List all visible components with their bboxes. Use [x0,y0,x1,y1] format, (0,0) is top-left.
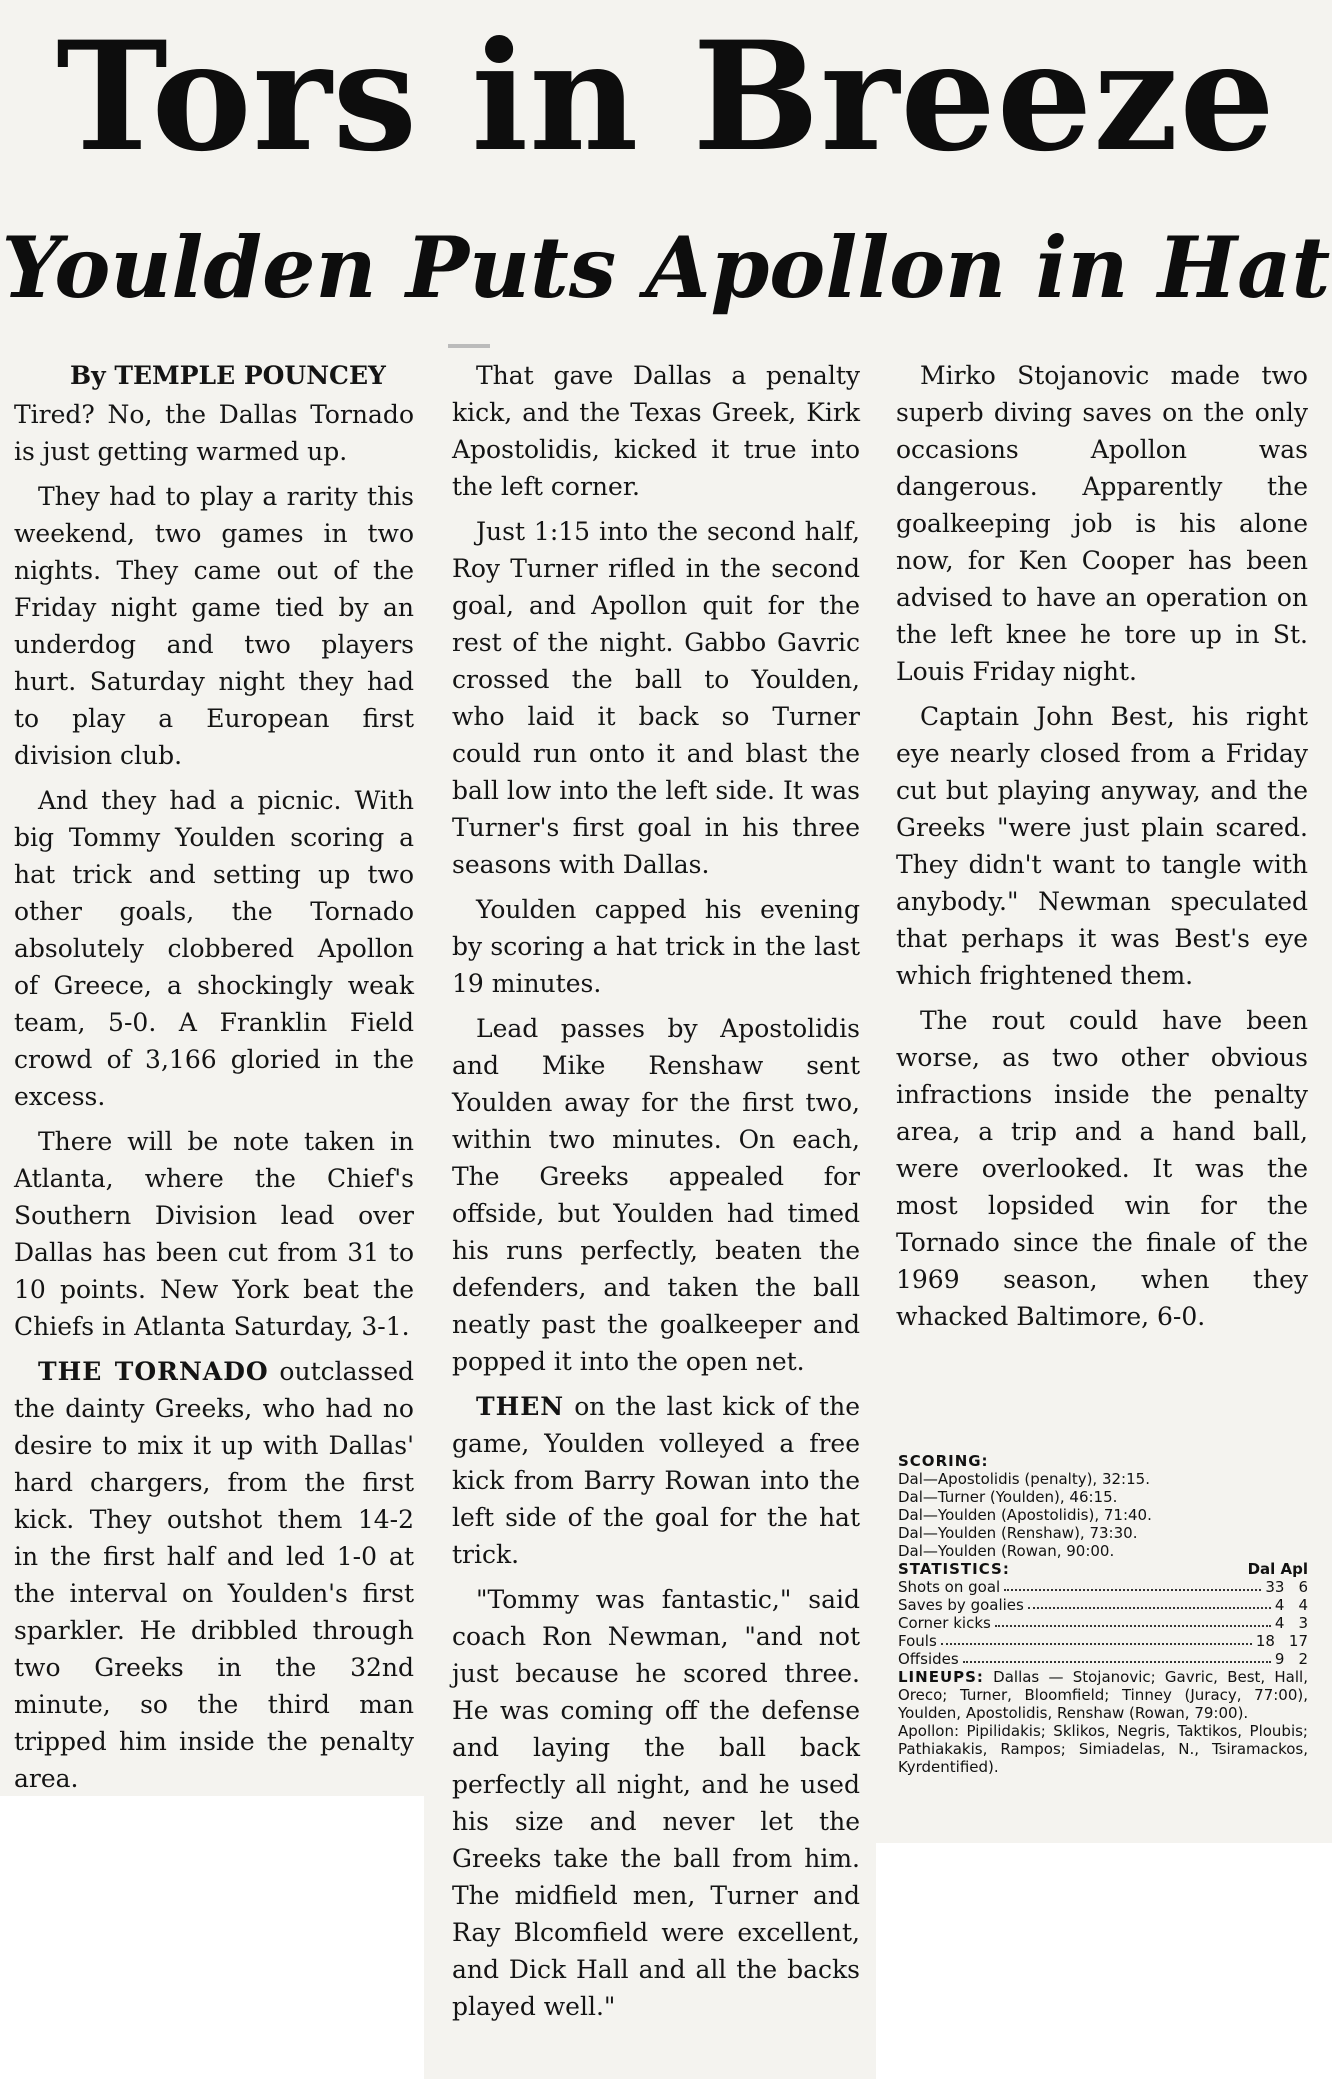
column-divider [448,344,490,348]
paragraph: And they had a picnic. With big Tommy Youlden scoring a hat trick and setting up two other goals, the Tornado absolutely clobbered Apollon of Greece, a shockingly weak team, 5-0. A Franklin Field crowd of 3,166 gloried in the excess. [14,786,414,1111]
paragraph: Just 1:15 into the second half, Roy Turner rifled in the second goal, and Apollon quit for the rest of the night. Gabbo Gavric crossed the ball to Youlden, who laid it back so Turner could run onto it and blast the ball low into the left side. It was Turner's first goal in his three seasons with Dallas. [452,517,860,879]
paragraph: Youlden capped his evening by scoring a hat trick in the last 19 minutes. [452,895,860,998]
stat-name: Fouls [898,1632,937,1650]
stat-apl: 6 [1298,1578,1308,1596]
lineups-apollon: Apollon: Pipilidakis; Sklikos, Negris, Taktikos, Ploubis; Pathiakakis, Rampos; Simiadelas, N., Tsiramackos, Kyrdentified). [898,1722,1308,1776]
stat-name: Corner kicks [898,1614,991,1632]
scoring-line: Dal—Apostolidis (penalty), 32:15. [898,1470,1150,1488]
stat-row [898,1650,1308,1668]
stat-dal: 18 [1255,1632,1275,1650]
paper-right-extend [876,1796,1332,1843]
paragraph-text: outclassed the dainty Greeks, who had no desire to mix it up with Dallas' hard chargers, from the first kick. They outshot them 14-2 in the first half and led 1-0 at the interval on Youlden's first sparkler. He dribbled through two Greeks in the 32nd minute, so the third man tripped him inside the penalty area. [14,1357,414,1793]
scoring-line: Dal—Youlden (Rowan, 90:00. [898,1542,1115,1560]
stat-dal: 9 [1274,1650,1285,1668]
scoring-line: Dal—Youlden (Renshaw), 73:30. [898,1524,1138,1542]
stat-row [898,1614,1308,1632]
paragraph: That gave Dallas a penalty kick, and the Texas Greek, Kirk Apostolidis, kicked it true into the left corner. [452,361,860,501]
paragraph: They had to play a rarity this weekend, two games in two nights. They came out of the Friday night game tied by an underdog and two players hurt. Saturday night they had to play a European first division club. [14,482,414,770]
stat-name: Shots on goal [898,1578,1001,1596]
scoring-label: SCORING: [898,1452,989,1470]
paragraph: Captain John Best, his right eye nearly closed from a Friday cut but playing anyway, and the Greeks "were just plain scared. They didn't want to tangle with anybody." Newman speculated that perhaps it was Best's eye which frightened them. [896,702,1308,990]
paragraph: Tired? No, the Dallas Tornado is just getting warmed up. [14,400,414,466]
lineups-dallas [898,1668,1308,1722]
stat-apl: 3 [1298,1614,1308,1632]
stats-columns: Dal Apl [1247,1560,1308,1578]
article-column-1 [14,357,414,1805]
stat-row [898,1596,1308,1614]
paragraph: The rout could have been worse, as two other obvious infractions inside the penalty area, a trip and a hand ball, were overlooked. It was the most lopsided win for the Tornado since the finale of the 1969 season, when they whacked Baltimore, 6-0. [896,1006,1308,1331]
byline: By TEMPLE POUNCEY [70,361,386,390]
stat-dal: 4 [1274,1596,1285,1614]
stat-row [898,1578,1308,1596]
paragraph: Lead passes by Apostolidis and Mike Renshaw sent Youlden away for the first two, within two minutes. On each, The Greeks appealed for offside, but Youlden had timed his runs perfectly, beaten the defenders, and taken the ball neatly past the goalkeeper and popped it into the open net. [452,1014,860,1376]
lineups-dallas-text: Dallas — Stojanovic; Gavric, Best, Hall, Oreco; Turner, Bloomfield; Tinney (Juracy, 77:00), Youlden, Apostolidis, Renshaw (Rowan, 79:00). [898,1668,1308,1722]
subheadline: Youlden Puts Apollon in Hat [1,218,1331,317]
scoring-line: Dal—Youlden (Apostolidis), 71:40. [898,1506,1152,1524]
paragraph [452,1388,860,1573]
stats-label: STATISTICS: [898,1560,1010,1578]
stat-apl: 17 [1288,1632,1308,1650]
stat-apl: 4 [1298,1596,1308,1614]
boxscore [898,1452,1308,1776]
paragraph: "Tommy was fantastic," said coach Ron Newman, "and not just because he scored three. He was coming off the defense and laying the ball back perfectly all night, and he used his size and never let the Greeks take the ball from him. The midfield men, Turner and Ray Blcomfield were excellent, and Dick Hall and all the backs played well." [452,1585,860,2021]
paragraph: There will be note taken in Atlanta, where the Chief's Southern Division lead over Dallas has been cut from 31 to 10 points. New York beat the Chiefs in Atlanta Saturday, 3-1. [14,1127,414,1341]
stat-dal: 4 [1274,1614,1285,1632]
lead-in: THEN [476,1392,565,1421]
scoring-line: Dal—Turner (Youlden), 46:15. [898,1488,1118,1506]
paragraph: Mirko Stojanovic made two superb diving saves on the only occasions Apollon was dangerous. Apparently the goalkeeping job is his alone now, for Ken Cooper has been advised to have an operation on the left knee he tore up in St. Louis Friday night. [896,361,1308,686]
stat-apl: 2 [1298,1650,1308,1668]
headline: Tors in Breeze [56,9,1276,185]
paragraph [14,1353,414,1797]
paragraph-text: on the last kick of the game, Youlden volleyed a free kick from Barry Rowan into the left side of the goal for the hat trick. [452,1392,860,1569]
stat-dal: 33 [1265,1578,1285,1596]
stat-row [898,1632,1308,1650]
lead-in: THE TORNADO [38,1357,269,1386]
margin-right [876,1843,1332,2079]
article-column-3 [896,357,1308,1343]
margin-left [0,1796,424,2079]
stat-name: Offsides [898,1650,959,1668]
lineups-label: LINEUPS: [898,1668,984,1686]
stats-header [898,1560,1308,1578]
stat-name: Saves by goalies [898,1596,1024,1614]
article-column-2 [452,357,860,2033]
